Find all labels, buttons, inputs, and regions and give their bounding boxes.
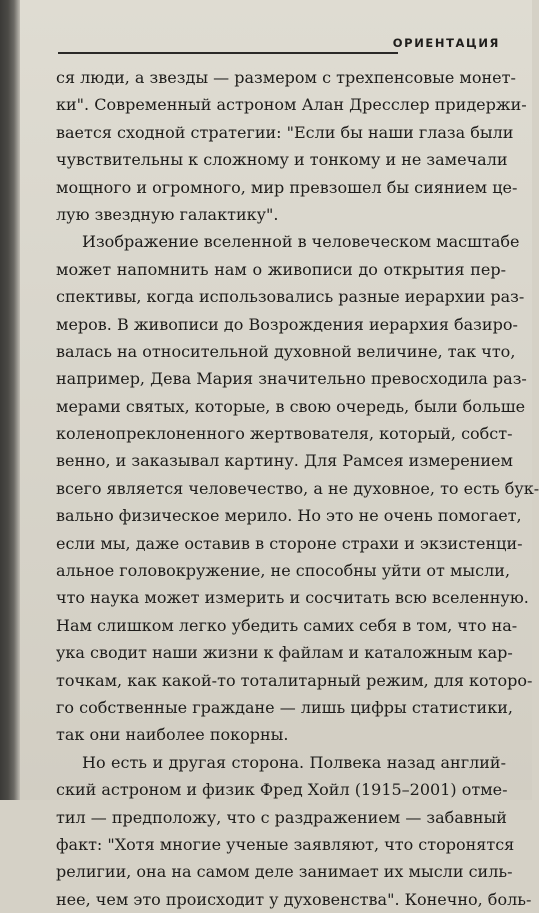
text-line: коленопреклоненного жертвователя, который, собст-: [56, 424, 513, 444]
text-line: ский астроном и физик Фред Хойл (1915–2001) отме-: [56, 780, 508, 800]
text-line: мощного и огромного, мир превзошел бы сиянием це-: [56, 177, 518, 197]
running-title: ОРИЕНТАЦИЯ: [392, 36, 500, 50]
text-line: вально физическое мерило. Но это не очень помогает,: [56, 506, 522, 526]
text-line: меров. В живописи до Возрождения иерархия базиро-: [56, 314, 518, 334]
text-line: вается сходной стратегии: "Если бы наши глаза были: [56, 122, 514, 142]
text-line: венно, и заказывал картину. Для Рамсея измерением: [56, 451, 513, 471]
header-rule: [58, 52, 398, 54]
text-line: альное головокружение, не способны уйти от мысли,: [56, 561, 511, 581]
text-line: мерами святых, которые, в свою очередь, были больше: [56, 396, 526, 416]
text-line: ки". Современный астроном Алан Дресслер придержи-: [56, 95, 527, 115]
text-line: Нам слишком легко убедить самих себя в том, что на-: [56, 615, 518, 635]
text-line: Изображение вселенной в человеческом масштабе: [82, 232, 520, 252]
text-line: спективы, когда использовались разные иерархии раз-: [56, 287, 525, 307]
text-line: религии, она на самом деле занимает их мысли силь-: [56, 862, 513, 882]
text-line: ука сводит наши жизни к файлам и каталожным кар-: [56, 643, 513, 663]
text-line: точкам, как какой-то тоталитарный режим, для которо-: [56, 670, 533, 690]
text-line: нее, чем это происходит у духовенства". Конечно, боль-: [56, 889, 532, 909]
body-text: [56, 64, 539, 913]
text-line: чувствительны к сложному и тонкому и не замечали: [56, 150, 508, 170]
text-line: может напомнить нам о живописи до открытия пер-: [56, 259, 506, 279]
book-page: [20, 0, 539, 909]
text-line: ся люди, а звезды — размером с трехпенсовые монет-: [56, 68, 516, 87]
text-line: например, Дева Мария значительно превосходила раз-: [56, 369, 527, 389]
text-line: так они наиболее покорны.: [56, 725, 289, 745]
text-line: Но есть и другая сторона. Полвека назад англий-: [82, 752, 506, 772]
text-line: валась на относительной духовной величине, так что,: [56, 341, 516, 361]
running-header: [58, 30, 500, 54]
text-line: го собственные граждане — лишь цифры статистики,: [56, 697, 513, 717]
text-line: если мы, даже оставив в стороне страхи и экзистенци-: [56, 533, 523, 553]
text-line: факт: "Хотя многие ученые заявляют, что сторонятся: [56, 834, 515, 854]
text-line: всего является человечество, а не духовное, то есть бук-: [56, 478, 539, 498]
text-line: тил — предположу, что с раздражением — забавный: [56, 807, 507, 827]
text-line: лую звездную галактику".: [56, 204, 279, 224]
text-line: что наука может измерить и сосчитать всю вселенную.: [56, 588, 529, 608]
